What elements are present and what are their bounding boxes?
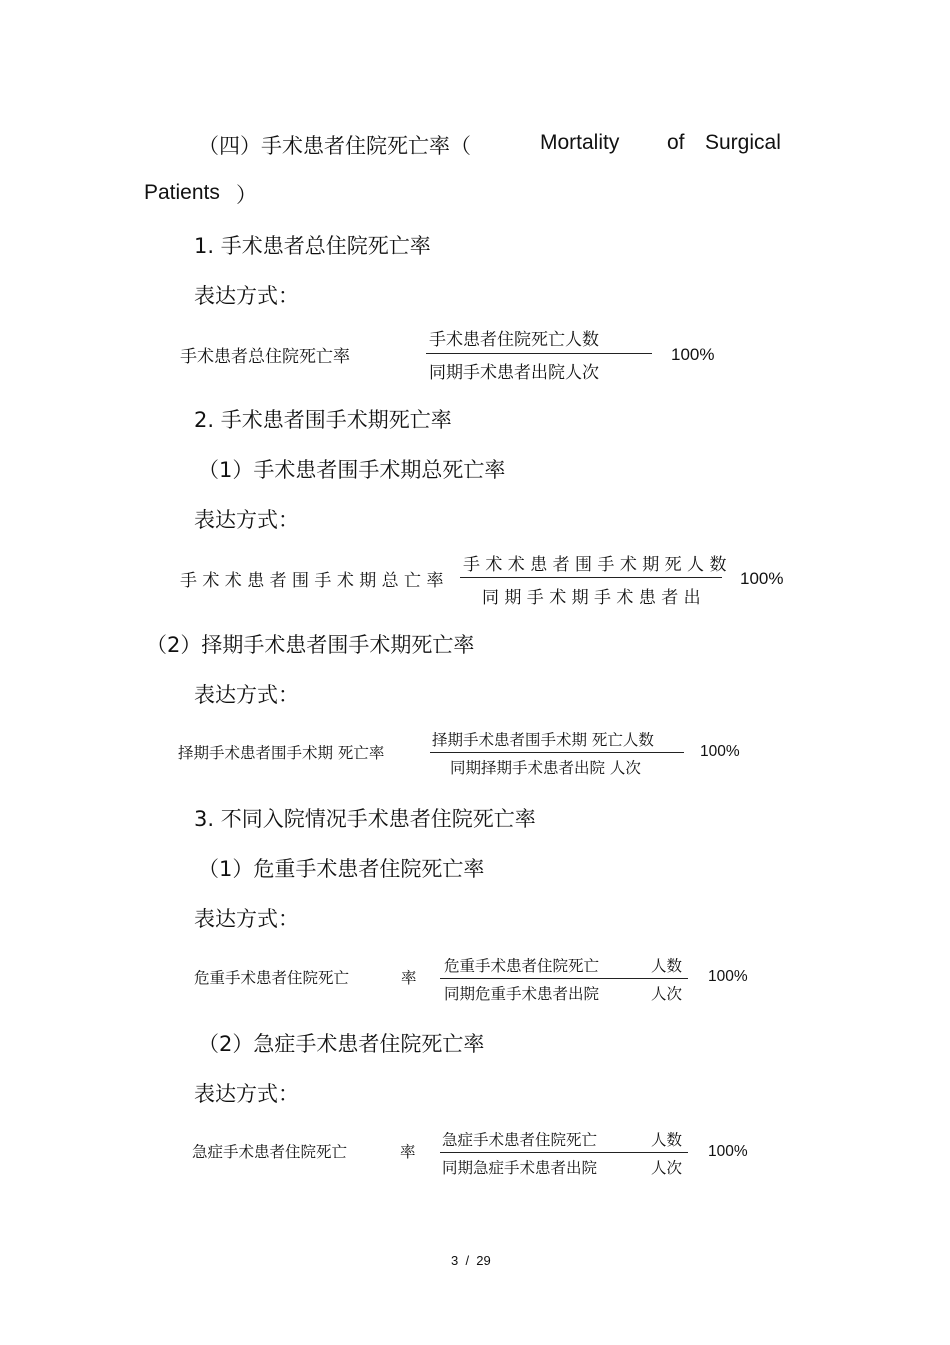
item3-sub2-fraction-bar bbox=[440, 1152, 688, 1153]
item1-heading: 1. 手术患者总住院死亡率 bbox=[194, 234, 431, 258]
item2-sub2-factor: 100% bbox=[700, 743, 740, 760]
item1-expr-label: 表达方式： bbox=[194, 284, 299, 308]
section-title-prefix: （四）手术患者住院死亡率（ bbox=[198, 134, 471, 158]
section-title-en-mortality: Mortality bbox=[540, 131, 620, 154]
item3-sub1-fraction-bar bbox=[440, 978, 688, 979]
item1-factor: 100% bbox=[671, 345, 715, 364]
item2-sub2-expr-label: 表达方式： bbox=[194, 683, 299, 707]
item3-sub1-formula-lhs-b: 率 bbox=[401, 969, 417, 987]
item3-sub1-heading: （1）危重手术患者住院死亡率 bbox=[198, 857, 485, 881]
item3-sub1-factor: 100% bbox=[708, 968, 748, 985]
item3-sub1-expr-label: 表达方式： bbox=[194, 907, 299, 931]
item1-fraction-bar bbox=[426, 353, 652, 354]
item3-heading: 3. 不同入院情况手术患者住院死亡率 bbox=[194, 807, 536, 831]
item1-fraction bbox=[426, 325, 652, 385]
item3-sub2-heading: （2）急症手术患者住院死亡率 bbox=[198, 1032, 485, 1056]
item2-heading: 2. 手术患者围手术期死亡率 bbox=[194, 408, 452, 432]
item3-sub2-factor: 100% bbox=[708, 1143, 748, 1160]
item3-sub1-numerator-a: 危重手术患者住院死亡 bbox=[444, 957, 600, 975]
item2-sub2-fraction bbox=[430, 728, 684, 780]
section-title-close: ） bbox=[236, 183, 257, 207]
item3-sub2-denominator-b: 人次 bbox=[651, 1159, 683, 1177]
item3-sub1-numerator-b: 人数 bbox=[651, 957, 683, 975]
item2-sub1-fraction bbox=[460, 550, 727, 610]
page-number: 3 / 29 bbox=[451, 1253, 491, 1268]
item3-sub1-denominator-b: 人次 bbox=[651, 985, 683, 1003]
item3-sub2-numerator-a: 急症手术患者住院死亡 bbox=[442, 1131, 598, 1149]
item3-sub1-formula-lhs-a: 危重手术患者住院死亡 bbox=[194, 969, 350, 987]
item3-sub2-expr-label: 表达方式： bbox=[194, 1082, 299, 1106]
item2-sub2-numerator: 择期手术患者围手术期 死亡人数 bbox=[432, 731, 654, 749]
item2-sub1-formula-lhs: 手 术 术 患 者 围 手 术 期 总 亡 率 bbox=[180, 571, 444, 591]
item3-sub1-fraction bbox=[440, 954, 688, 1006]
item2-sub2-fraction-bar bbox=[430, 752, 684, 753]
item3-sub2-formula-lhs-b: 率 bbox=[400, 1143, 416, 1161]
section-title-en-surgical: Surgical bbox=[705, 131, 781, 154]
item2-sub1-fraction-bar bbox=[460, 577, 722, 578]
item1-denominator: 同期手术患者出院人次 bbox=[429, 363, 599, 383]
item2-sub2-denominator: 同期择期手术患者出院 人次 bbox=[450, 759, 641, 777]
item3-sub2-numerator-b: 人数 bbox=[651, 1131, 683, 1149]
item2-sub1-factor: 100% bbox=[740, 569, 784, 588]
item3-sub2-denominator-a: 同期急症手术患者出院 bbox=[442, 1159, 598, 1177]
item3-sub2-fraction bbox=[440, 1128, 688, 1180]
item2-sub2-formula-lhs: 择期手术患者围手术期 死亡率 bbox=[178, 744, 385, 762]
section-title-en-patients: Patients bbox=[144, 181, 220, 204]
item3-sub1-denominator-a: 同期危重手术患者出院 bbox=[444, 985, 600, 1003]
item2-sub1-expr-label: 表达方式： bbox=[194, 508, 299, 532]
item2-sub1-denominator: 同 期 手 术 期 手 术 患 者 出 bbox=[482, 588, 701, 608]
item3-sub2-formula-lhs-a: 急症手术患者住院死亡 bbox=[192, 1143, 348, 1161]
item2-sub2-heading: （2）择期手术患者围手术期死亡率 bbox=[146, 633, 475, 657]
item1-numerator: 手术患者住院死亡人数 bbox=[429, 330, 599, 350]
item2-sub1-numerator: 手 术 术 患 者 围 手 术 期 死 人 数 bbox=[463, 555, 727, 575]
section-title-en-of: of bbox=[667, 131, 685, 154]
item2-sub1-heading: （1）手术患者围手术期总死亡率 bbox=[198, 458, 506, 482]
item1-formula-lhs: 手术患者总住院死亡率 bbox=[180, 347, 350, 367]
